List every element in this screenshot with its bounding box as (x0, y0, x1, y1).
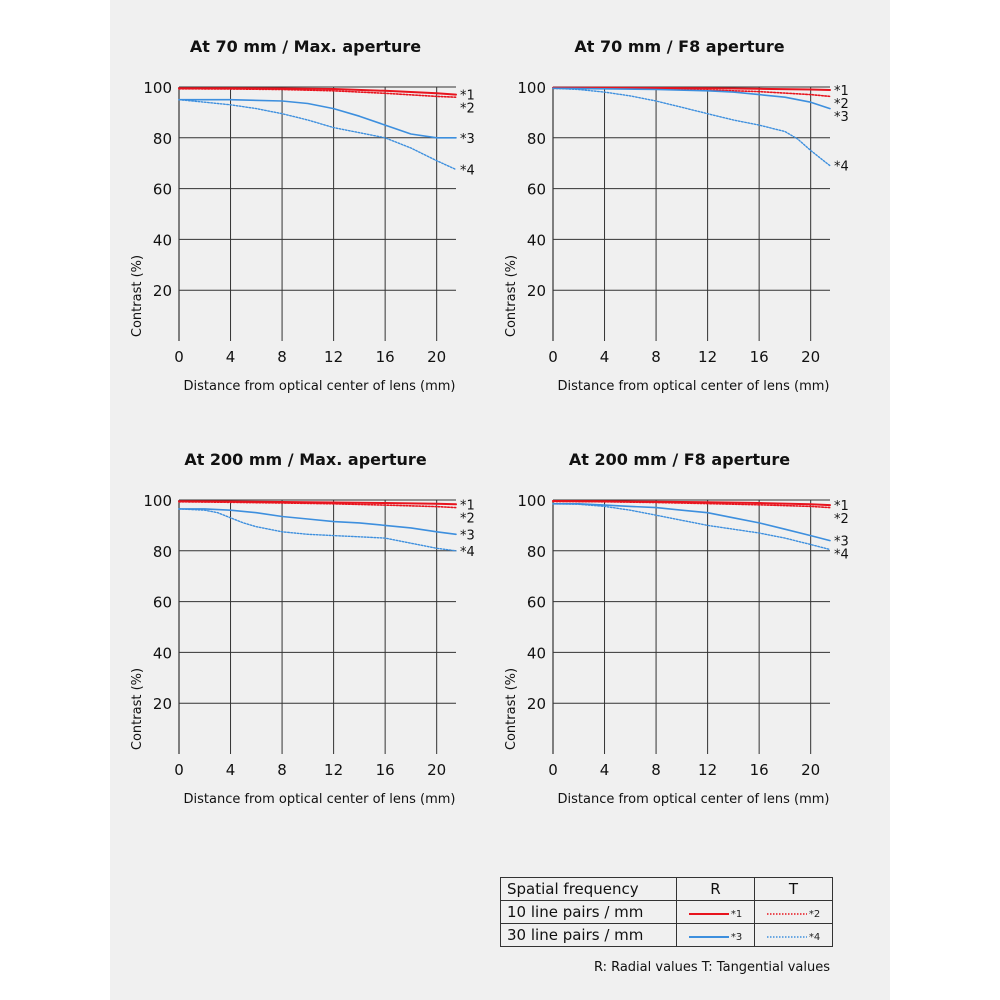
panel-3-y-tick-label: 100 (143, 492, 172, 510)
panel-3-y-tick-label: 60 (152, 593, 172, 612)
panel-2-series-end-label: *3 (834, 110, 849, 126)
panel-3-series-dotted-blue (179, 509, 456, 551)
panel-2-x-tick-label: 0 (548, 348, 558, 366)
panel-4-y-tick-label: 100 (517, 492, 546, 510)
panel-2-series-end-label: *1 (834, 84, 849, 100)
legend-col-t: T (755, 878, 833, 901)
panel-3-x-axis-label: Distance from optical center of lens (mm) (183, 792, 456, 807)
panel-3-series-end-label: *3 (460, 528, 475, 544)
legend-col-r: R (677, 878, 755, 901)
panel-2-title: At 70 mm / F8 aperture (574, 37, 785, 56)
panel-1-x-tick-label: 16 (375, 348, 395, 366)
panel-2-y-tick-label: 20 (526, 282, 546, 301)
panel-1-x-tick-label: 20 (427, 348, 447, 366)
legend-header-row (501, 878, 833, 901)
panel-4-series-end-label: *4 (834, 547, 849, 563)
panel-3-x-tick-label: 12 (324, 761, 344, 779)
panel-4-y-axis-label: Contrast (%) (504, 667, 519, 751)
panel-3-series-solid-blue (179, 509, 456, 534)
legend-row-label: 30 line pairs / mm (501, 924, 677, 947)
panel-3-y-axis-label: Contrast (%) (130, 667, 145, 751)
panel-2-y-tick-label: 100 (517, 79, 546, 97)
panel-2-x-tick-label: 8 (651, 348, 661, 366)
panel-2-x-tick-label: 16 (749, 348, 769, 366)
panel-2-x-axis-label: Distance from optical center of lens (mm) (557, 379, 830, 394)
dotted-blue-line-sample (767, 934, 807, 940)
panel-4-x-tick-label: 16 (749, 761, 769, 779)
panel-4-x-tick-label: 12 (698, 761, 718, 779)
panel-1-y-tick-label: 40 (152, 231, 172, 250)
panel-2-series-end-label: *2 (834, 97, 849, 113)
panel-3-x-tick-label: 8 (277, 761, 287, 779)
panel-3-title: At 200 mm / Max. aperture (184, 450, 427, 469)
panel-1-series-end-label: *4 (460, 163, 475, 179)
panel-1-x-tick-label: 4 (225, 348, 236, 366)
legend-note: R: Radial values T: Tangential values (593, 960, 830, 975)
panel-1-series-solid-blue (179, 100, 456, 138)
legend-header-label: Spatial frequency (501, 878, 677, 901)
solid-blue-line-sample (689, 934, 729, 940)
panel-4-series-end-label: *3 (834, 534, 849, 550)
legend-sample-t30 (755, 924, 833, 947)
panel-4-x-tick-label: 4 (599, 761, 610, 779)
panel-4-x-tick-label: 8 (651, 761, 661, 779)
panel-1-x-tick-label: 8 (277, 348, 287, 366)
panel-4-y-tick-label: 40 (526, 644, 546, 663)
panel-1-y-axis-label: Contrast (%) (130, 254, 145, 338)
legend-tag: *4 (808, 931, 821, 943)
legend-tag: *1 (730, 908, 743, 920)
panel-3-x-tick-label: 4 (225, 761, 236, 779)
legend-sample-r30 (677, 924, 755, 947)
panel-3-x-tick-label: 20 (427, 761, 447, 779)
panel-1-series-end-label: *2 (460, 101, 475, 117)
panel-1-y-tick-label: 100 (143, 79, 172, 97)
panel-3-x-tick-label: 0 (174, 761, 184, 779)
legend-sample-r10 (677, 901, 755, 924)
panel-2-y-tick-label: 60 (526, 180, 546, 199)
dotted-red-line-sample (767, 911, 807, 917)
panel-3-series-end-label: *2 (460, 511, 475, 527)
solid-red-line-sample (689, 911, 729, 917)
panel-2-x-tick-label: 12 (698, 348, 718, 366)
legend-row-10lp (501, 901, 833, 924)
panel-2-x-tick-label: 4 (599, 348, 610, 366)
panel-4-y-tick-label: 80 (526, 542, 546, 561)
panel-3-y-tick-label: 20 (152, 695, 172, 714)
panel-3-x-tick-label: 16 (375, 761, 395, 779)
panel-1-y-tick-label: 20 (152, 282, 172, 301)
legend-tag: *2 (808, 908, 821, 920)
panel-1-series-end-label: *1 (460, 88, 475, 104)
panel-4-x-tick-label: 0 (548, 761, 558, 779)
panel-2-x-tick-label: 20 (801, 348, 821, 366)
panel-1-y-tick-label: 80 (152, 129, 172, 148)
legend-table (500, 877, 833, 947)
legend-tag: *3 (730, 931, 743, 943)
panel-4-series-end-label: *1 (834, 499, 849, 515)
panel-1-x-tick-label: 12 (324, 348, 344, 366)
panel-4-series-end-label: *2 (834, 512, 849, 528)
panel-1-x-axis-label: Distance from optical center of lens (mm) (183, 379, 456, 394)
panel-4-title: At 200 mm / F8 aperture (568, 450, 791, 469)
panel-2-series-dotted-blue (553, 88, 830, 165)
legend-row-label: 10 line pairs / mm (501, 901, 677, 924)
panel-3-series-end-label: *1 (460, 498, 475, 514)
panel-4-x-axis-label: Distance from optical center of lens (mm) (557, 792, 830, 807)
panel-1-y-tick-label: 60 (152, 180, 172, 199)
panel-3-series-end-label: *4 (460, 544, 475, 560)
panel-3-y-tick-label: 40 (152, 644, 172, 663)
panel-2-series-end-label: *4 (834, 159, 849, 175)
panel-1-x-tick-label: 0 (174, 348, 184, 366)
panel-4-series-solid-blue (553, 504, 830, 541)
panel-4-y-tick-label: 20 (526, 695, 546, 714)
legend-sample-t10 (755, 901, 833, 924)
panel-3-y-tick-label: 80 (152, 542, 172, 561)
legend-row-30lp (501, 924, 833, 947)
panel-2-y-tick-label: 80 (526, 129, 546, 148)
panel-4-y-tick-label: 60 (526, 593, 546, 612)
panel-2-y-tick-label: 40 (526, 231, 546, 250)
panel-1-title: At 70 mm / Max. aperture (189, 37, 422, 56)
panel-1-series-end-label: *3 (460, 131, 475, 147)
panel-4-x-tick-label: 20 (801, 761, 821, 779)
panel-2-y-axis-label: Contrast (%) (504, 254, 519, 338)
